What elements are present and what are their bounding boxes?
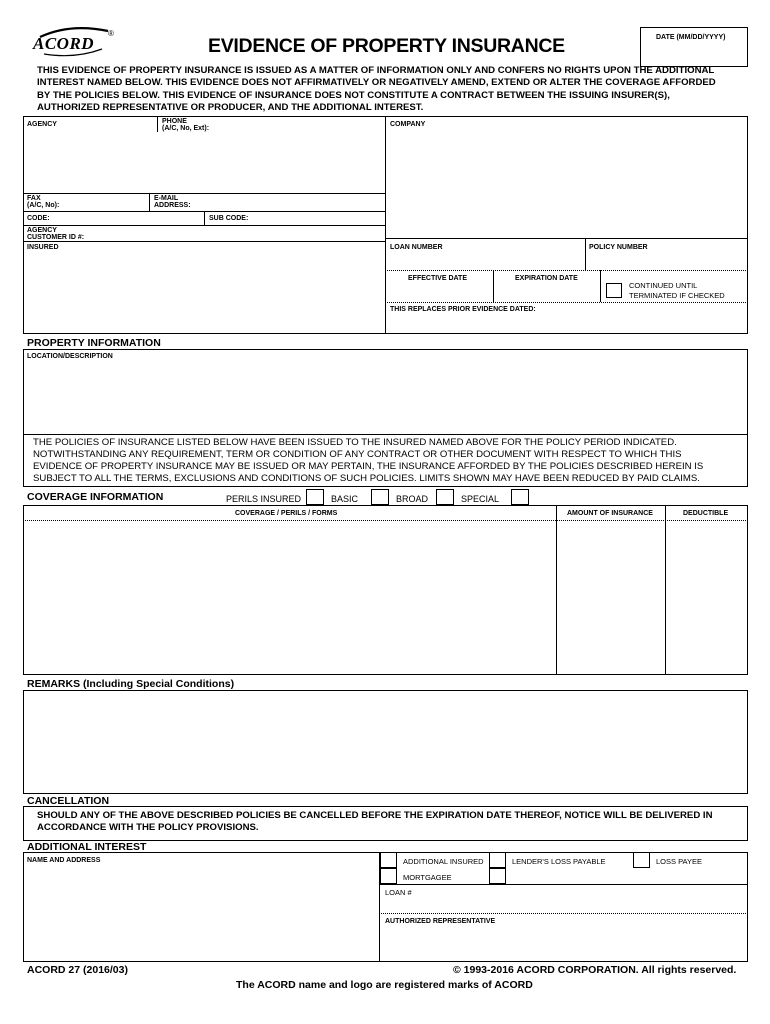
authorized-representative-field[interactable]	[381, 928, 746, 960]
loan-number-label: LOAN NUMBER	[390, 244, 443, 251]
location-description-field[interactable]	[25, 362, 746, 432]
other-perils-checkbox[interactable]	[511, 489, 529, 505]
coverage-forms-field[interactable]	[25, 522, 554, 673]
special-checkbox[interactable]	[436, 489, 454, 505]
code-label: CODE:	[27, 215, 50, 222]
deductible-header: DEDUCTIBLE	[683, 510, 729, 517]
other-interest-checkbox[interactable]	[489, 868, 506, 884]
page-title: EVIDENCE OF PROPERTY INSURANCE	[208, 35, 565, 57]
loss-payee-label: LOSS PAYEE	[656, 857, 702, 866]
cancellation-title: CANCELLATION	[27, 795, 110, 807]
effective-date-label: EFFECTIVE DATE	[408, 275, 467, 282]
email-label: E-MAIL	[154, 195, 179, 202]
perils-insured-label: PERILS INSURED	[226, 494, 302, 504]
continued-until-line1: CONTINUED UNTIL	[629, 281, 698, 290]
agency-customer-id-sublabel: CUSTOMER ID #:	[27, 234, 85, 241]
copyright: © 1993-2016 ACORD CORPORATION. All rights reserved.	[453, 964, 737, 976]
mortgagee-checkbox[interactable]	[380, 868, 397, 884]
continued-until-checkbox[interactable]	[606, 283, 622, 298]
agency-customer-id-label: AGENCY	[27, 227, 57, 234]
location-description-label: LOCATION/DESCRIPTION	[27, 353, 113, 360]
special-label: SPECIAL	[461, 494, 500, 504]
replaces-prior-evidence-label: THIS REPLACES PRIOR EVIDENCE DATED:	[390, 306, 536, 313]
lenders-loss-payable-checkbox[interactable]	[489, 852, 506, 868]
insured-field[interactable]	[25, 254, 383, 332]
form-id: ACORD 27 (2016/03)	[27, 964, 128, 976]
basic-checkbox[interactable]	[306, 489, 324, 505]
phone-sublabel: (A/C, No, Ext):	[162, 125, 210, 132]
deductible-field[interactable]	[667, 522, 746, 673]
continued-until-line2: TERMINATED IF CHECKED	[629, 291, 725, 300]
authorized-representative-label: AUTHORIZED REPRESENTATIVE	[385, 918, 496, 925]
phone-label: PHONE	[162, 118, 187, 125]
remarks-title: REMARKS (Including Special Conditions)	[27, 678, 235, 690]
amount-of-insurance-field[interactable]	[558, 522, 663, 673]
trademark-notice: The ACORD name and logo are registered marks of ACORD	[236, 979, 533, 991]
additional-insured-checkbox[interactable]	[380, 852, 397, 868]
basic-label: BASIC	[331, 494, 359, 504]
property-information-title: PROPERTY INFORMATION	[27, 337, 161, 349]
logo-text: ACORD	[33, 34, 95, 53]
broad-label: BROAD	[396, 494, 429, 504]
logo-registered-mark: ®	[108, 29, 114, 38]
policies-statement: THE POLICIES OF INSURANCE LISTED BELOW HAVE BEEN ISSUED TO THE INSURED NAMED ABOVE FOR THE POLICY PERIOD INDICATED. NOTWITHSTANDING ANY REQUIREMENT, TERM OR CONDITION OF ANY CONTRACT OR OTHER DOCUMENT WITH RESPECT TO WHICH THIS EVIDENCE OF PROPERTY INSURANCE MAY BE ISSUED OR MAY PERTAIN, THE INSURANCE AFFORDED BY THE POLICIES DESCRIBED HEREIN IS SUBJECT TO ALL THE TERMS, EXCLUSIONS AND CONDITIONS OF SUCH POLICIES. LIMITS SHOWN MAY HAVE BEEN REDUCED BY PAID CLAIMS.	[33, 437, 704, 484]
loss-payee-checkbox[interactable]	[633, 852, 650, 868]
insured-label: INSURED	[27, 244, 59, 251]
broad-checkbox[interactable]	[371, 489, 389, 505]
cancellation-text: SHOULD ANY OF THE ABOVE DESCRIBED POLICIES BE CANCELLED BEFORE THE EXPIRATION DATE THEREOF, NOTICE WILL BE DELIVERED IN ACCORDANCE WITH THE POLICY PROVISIONS.	[37, 810, 713, 834]
remarks-field[interactable]	[23, 690, 748, 794]
company-field[interactable]	[387, 132, 745, 237]
additional-insured-label: ADDITIONAL INSURED	[403, 857, 484, 866]
acord-logo	[30, 25, 115, 59]
fax-label: FAX	[27, 195, 41, 202]
loan-number-interest-field[interactable]	[381, 886, 746, 912]
email-sublabel: ADDRESS:	[154, 202, 191, 209]
expiration-date-label: EXPIRATION DATE	[515, 275, 578, 282]
agency-label: AGENCY	[27, 121, 57, 128]
policy-number-label: POLICY NUMBER	[589, 244, 648, 251]
notice-text: THIS EVIDENCE OF PROPERTY INSURANCE IS ISSUED AS A MATTER OF INFORMATION ONLY AND CONFERS NO RIGHTS UPON THE ADDITIONAL INTEREST NAMED BELOW. THIS EVIDENCE DOES NOT AFFIRMATIVELY OR NEGATIVELY AMEND, EXTEND OR ALTER THE COVERAGE AFFORDED BY THE POLICIES BELOW. THIS EVIDENCE OF INSURANCE DOES NOT CONSTITUTE A CONTRACT BETWEEN THE ISSUING INSURER(S), AUTHORIZED REPRESENTATIVE OR PRODUCER, AND THE ADDITIONAL INTEREST.	[37, 65, 716, 113]
coverage-forms-header: COVERAGE / PERILS / FORMS	[235, 510, 338, 517]
name-and-address-label: NAME AND ADDRESS	[27, 857, 101, 864]
subcode-label: SUB CODE:	[209, 215, 249, 222]
date-label: DATE (MM/DD/YYYY)	[656, 34, 726, 41]
fax-sublabel: (A/C, No):	[27, 202, 60, 209]
amount-of-insurance-header: AMOUNT OF INSURANCE	[567, 510, 653, 517]
company-label: COMPANY	[390, 121, 426, 128]
agency-field[interactable]	[25, 134, 383, 192]
mortgagee-label: MORTGAGEE	[403, 873, 452, 882]
date-field[interactable]	[640, 27, 748, 67]
additional-interest-title: ADDITIONAL INTEREST	[27, 841, 147, 853]
coverage-information-title: COVERAGE INFORMATION	[27, 491, 164, 503]
lenders-loss-payable-label: LENDER'S LOSS PAYABLE	[512, 857, 606, 866]
loan-number-interest-label: LOAN #	[385, 888, 412, 897]
name-and-address-field[interactable]	[25, 867, 377, 960]
